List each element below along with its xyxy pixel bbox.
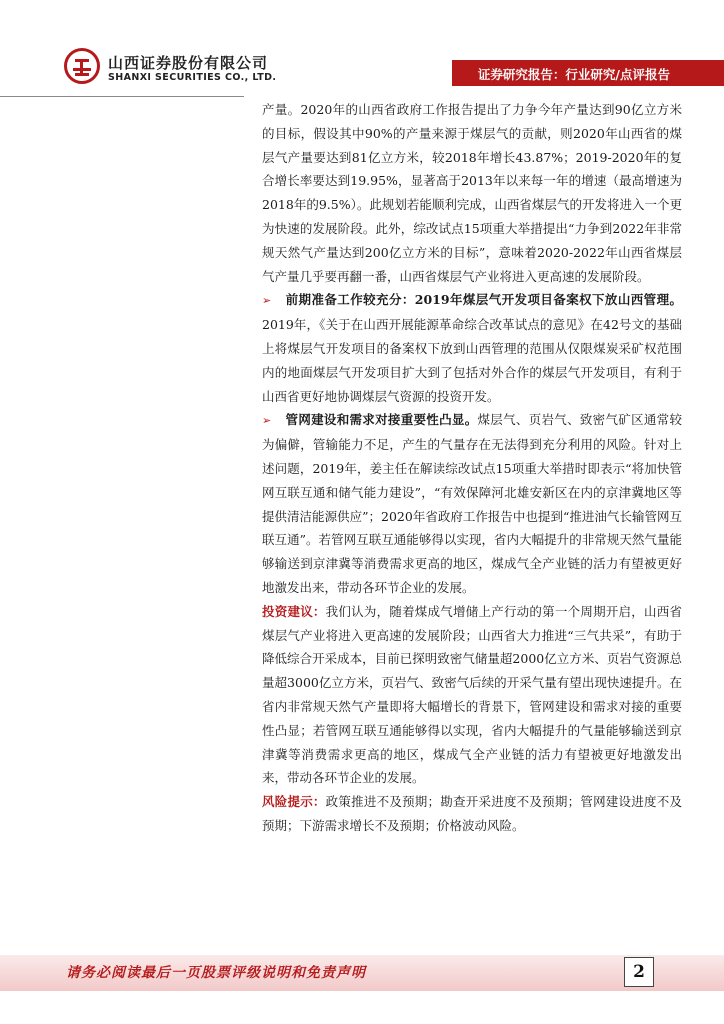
report-body — [262, 98, 682, 838]
bullet-arrow-icon: ➢ — [262, 414, 272, 428]
investment-advice-label: 投资建议： — [262, 603, 326, 619]
bullet-pipeline-title: 管网建设和需求对接重要性凸显。 — [285, 412, 478, 428]
bullet-preparation-text: 2019年，《关于在山西开展能源革命综合改革试点的意见》在42号文的基础上将煤层气开发项目的备案权下放到山西管理的范围从仅限煤炭采矿权范围内的地面煤层气开发项目扩大到了包括对外合作的煤层气开发项目，有利于山西省更好地协调煤层气资源的投资开发。 — [262, 317, 682, 404]
risk-warning-label: 风险提示： — [262, 794, 326, 810]
investment-advice — [262, 600, 682, 790]
bullet-preparation-title: 前期准备工作较充分：2019年煤层气开发项目备案权下放山西管理。 — [285, 292, 682, 308]
report-type-label: 证券研究报告：行业研究/点评报告 — [477, 67, 670, 82]
paragraph-production: 产量。2020年的山西省政府工作报告提出了力争今年产量达到90亿立方米的目标，假设其中90%的产量来源于煤层气的贡献，则2020年山西省的煤层气产量要达到81亿立方米，较2018年增长43.87%；2019-2020年的复合增长率要达到19.95%，显著高于2013年以来每一年的增速（最高增速为2018年的9.5%）。此规划若能顺利完成，山西省煤层气的开发将进入一个更为快速的发展阶段。此外，综改试点15项重大举措提出“力争到2022年非常规天然气产量达到200亿立方米的目标”，意味着2020-2022年山西省煤层气产量几乎要再翻一番，山西省煤层气产业将进入更高速的发展阶段。 — [262, 102, 682, 284]
investment-advice-text: 我们认为，随着煤成气增储上产行动的第一个周期开启，山西省煤层气产业将进入更高速的发展阶段；山西省大力推进“三气共采”，有助于降低综合开采成本，目前已探明致密气储量超2000亿立方米、页岩气资源总量超3000亿立方米，页岩气、致密气后续的开采气量有望出现快速提升。在省内非常规天然气产量即将大幅增长的背景下，管网建设和需求对接的重要性凸显；若管网互联互通能够得以实现，省内大幅提升的气量能够输送到京津冀等消费需求更高的地区，煤成气全产业链的活力有望被更好地激发出来，带动各环节企业的发展。 — [262, 603, 682, 786]
risk-warning-text: 政策推进不及预期；勘查开采进度不及预期；管网建设进度不及预期；下游需求增长不及预期；价格波动风险。 — [262, 794, 682, 833]
brand-name-en: SHANXI SECURITIES CO., LTD. — [108, 72, 277, 83]
header-divider — [0, 96, 244, 97]
report-type-banner — [452, 60, 724, 86]
page-header — [0, 0, 724, 96]
bullet-arrow-icon: ➢ — [262, 294, 272, 308]
brand-name-cn: 山西证券股份有限公司 — [108, 54, 269, 72]
shanxi-securities-logo-icon — [64, 48, 100, 84]
page-number: 2 — [624, 957, 654, 987]
risk-warning — [262, 790, 682, 838]
bullet-pipeline-text: 煤层气、页岩气、致密气矿区通常较为偏僻，管输能力不足，产生的气量存在无法得到充分利用的风险。针对上述问题，2019年，姜主任在解读综改试点15项重大举措时即表示“将加快管网互联互通和储气能力建设”，“有效保障河北雄安新区在内的京津冀地区等提供清洁能源供应”；2020年省政府工作报告中也提到“推进油气长输管网互联互通”。若管网互联互通能够得以实现，省内大幅提升的非常规天然气量能够输送到京津冀等消费需求更高的地区，煤成气全产业链的活力有望被更好地激发出来，带动各环节企业的发展。 — [262, 412, 682, 595]
footer-disclaimer: 请务必阅读最后一页股票评级说明和免责声明 — [66, 965, 366, 981]
bullet-preparation — [262, 288, 682, 408]
bullet-pipeline — [262, 408, 682, 599]
